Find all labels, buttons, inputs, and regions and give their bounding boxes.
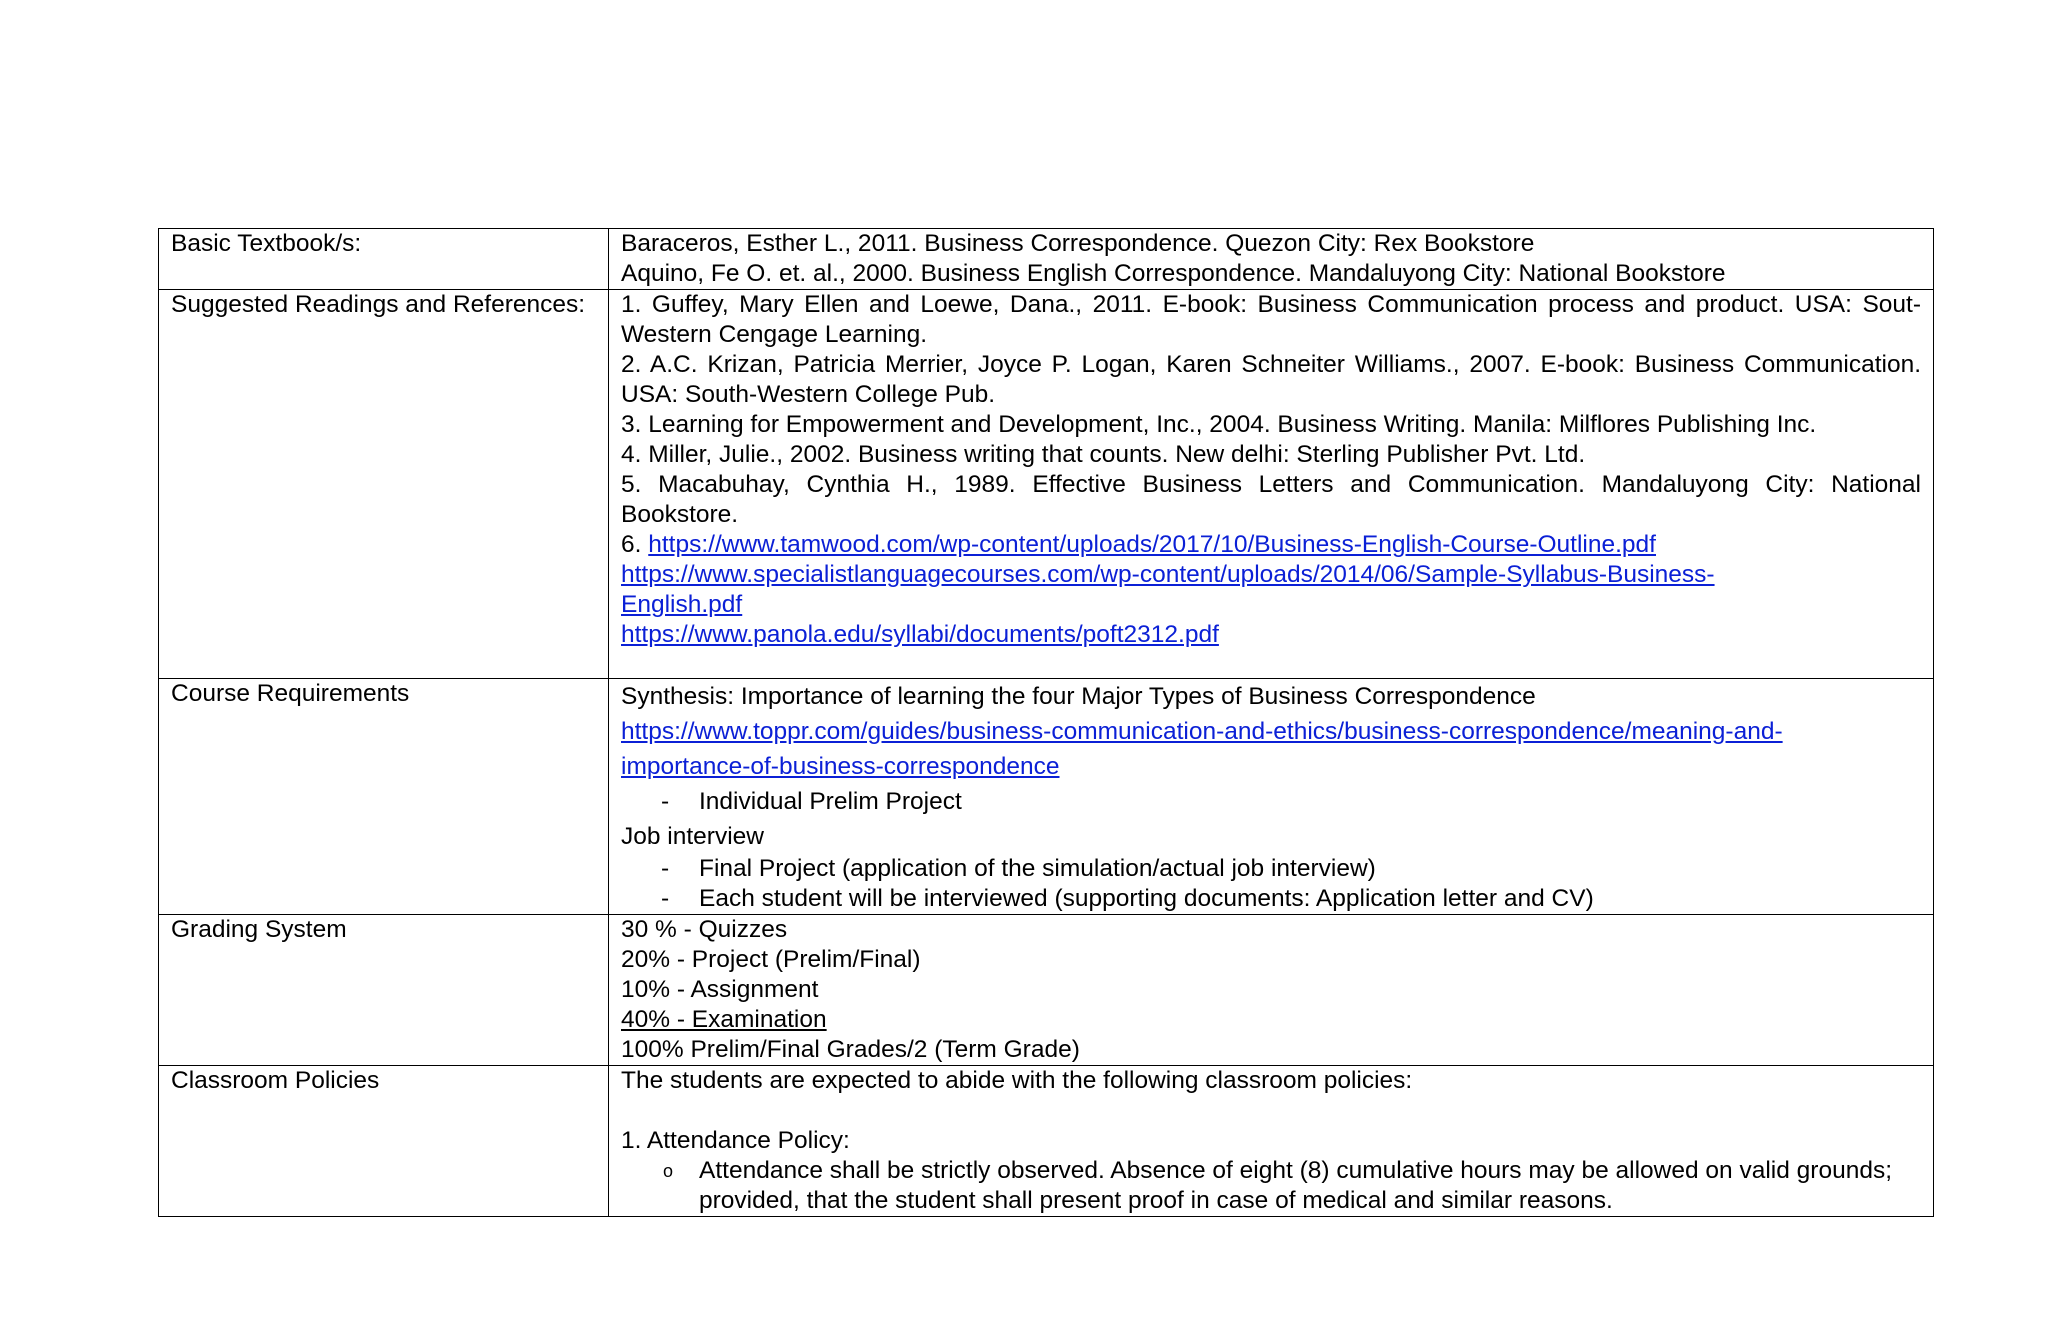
requirements-link-wrap bbox=[621, 714, 1921, 784]
list-item bbox=[621, 854, 1921, 884]
reference-link[interactable]: https://www.specialistlanguagecourses.com/wp-content/uploads/2014/06/Sample-Syllabus-Business-English.pdf bbox=[621, 561, 1715, 618]
textbooks-content bbox=[609, 229, 1934, 290]
reference-link[interactable]: https://www.panola.edu/syllabi/documents/poft2312.pdf bbox=[621, 621, 1219, 648]
grading-item-underlined: 40% - Examination bbox=[621, 1006, 827, 1033]
reading-item: 3. Learning for Empowerment and Development, Inc., 2004. Business Writing. Manila: Milflores Publishing Inc. bbox=[621, 411, 1817, 438]
policies-content bbox=[609, 1066, 1934, 1217]
reading-link-wrap bbox=[621, 560, 1921, 620]
grading-item bbox=[621, 1005, 1921, 1035]
list-item bbox=[621, 1156, 1921, 1216]
grading-label: Grading System bbox=[159, 915, 609, 1066]
spacer bbox=[621, 1096, 1921, 1126]
grading-row bbox=[159, 915, 1934, 1066]
circle-bullet-icon: o bbox=[663, 1161, 674, 1181]
reading-item: 4. Miller, Julie., 2002. Business writing that counts. New delhi: Sterling Publisher Pvt. Ltd. bbox=[621, 441, 1586, 468]
policies-label: Classroom Policies bbox=[159, 1066, 609, 1217]
dash-marker: - bbox=[661, 855, 670, 882]
reading-item-number: 6. bbox=[621, 531, 649, 558]
grading-item: 20% - Project (Prelim/Final) bbox=[621, 946, 921, 973]
syllabus-table bbox=[158, 228, 1934, 1217]
grading-total: 100% Prelim/Final Grades/2 (Term Grade) bbox=[621, 1036, 1080, 1063]
dash-marker: - bbox=[661, 885, 670, 912]
textbook-item: Baraceros, Esther L., 2011. Business Correspondence. Quezon City: Rex Bookstore bbox=[621, 230, 1535, 257]
attendance-item: Attendance shall be strictly observed. Absence of eight (8) cumulative hours may be allowed on valid grounds; provided, that the student shall present proof in case of medical and similar reasons. bbox=[699, 1157, 1892, 1214]
list-item bbox=[621, 784, 1921, 819]
policies-intro: The students are expected to abide with the following classroom policies: bbox=[621, 1067, 1413, 1094]
reading-item: 1. Guffey, Mary Ellen and Loewe, Dana., 2011. E-book: Business Communication process and product. USA: Sout-Western Cengage Learning. bbox=[621, 291, 1921, 348]
requirement-item: Final Project (application of the simulation/actual job interview) bbox=[699, 855, 1376, 882]
dash-marker: - bbox=[661, 788, 670, 815]
reading-link-wrap bbox=[621, 620, 1921, 650]
requirements-synthesis: Synthesis: Importance of learning the four Major Types of Business Correspondence bbox=[621, 683, 1536, 710]
readings-content bbox=[609, 290, 1934, 679]
requirement-item: Each student will be interviewed (supporting documents: Application letter and CV) bbox=[699, 885, 1594, 912]
job-interview-heading: Job interview bbox=[621, 823, 764, 850]
reference-link[interactable]: https://www.toppr.com/guides/business-communication-and-ethics/business-correspondence/meaning-and-importance-of-business-correspondence bbox=[621, 718, 1783, 780]
reading-links bbox=[621, 530, 1921, 560]
grading-item: 10% - Assignment bbox=[621, 976, 819, 1003]
readings-label: Suggested Readings and References: bbox=[159, 290, 609, 679]
grading-content bbox=[609, 915, 1934, 1066]
attendance-heading: 1. Attendance Policy: bbox=[621, 1127, 850, 1154]
textbook-item: Aquino, Fe O. et. al., 2000. Business English Correspondence. Mandaluyong City: National Bookstore bbox=[621, 260, 1726, 287]
readings-row bbox=[159, 290, 1934, 679]
reference-link[interactable]: https://www.tamwood.com/wp-content/uploads/2017/10/Business-English-Course-Outline.pdf bbox=[648, 531, 1656, 558]
requirement-item: Individual Prelim Project bbox=[699, 788, 962, 815]
requirements-label: Course Requirements bbox=[159, 679, 609, 915]
grading-item: 30 % - Quizzes bbox=[621, 916, 788, 943]
policies-row bbox=[159, 1066, 1934, 1217]
reading-item: 2. A.C. Krizan, Patricia Merrier, Joyce P. Logan, Karen Schneiter Williams., 2007. E-book: Business Communication. USA: South-Western College Pub. bbox=[621, 351, 1921, 408]
textbooks-label: Basic Textbook/s: bbox=[159, 229, 609, 290]
requirements-content bbox=[609, 679, 1934, 915]
list-item bbox=[621, 884, 1921, 914]
reading-item: 5. Macabuhay, Cynthia H., 1989. Effective Business Letters and Communication. Mandaluyong City: National Bookstore. bbox=[621, 471, 1921, 528]
textbooks-row bbox=[159, 229, 1934, 290]
requirements-row bbox=[159, 679, 1934, 915]
